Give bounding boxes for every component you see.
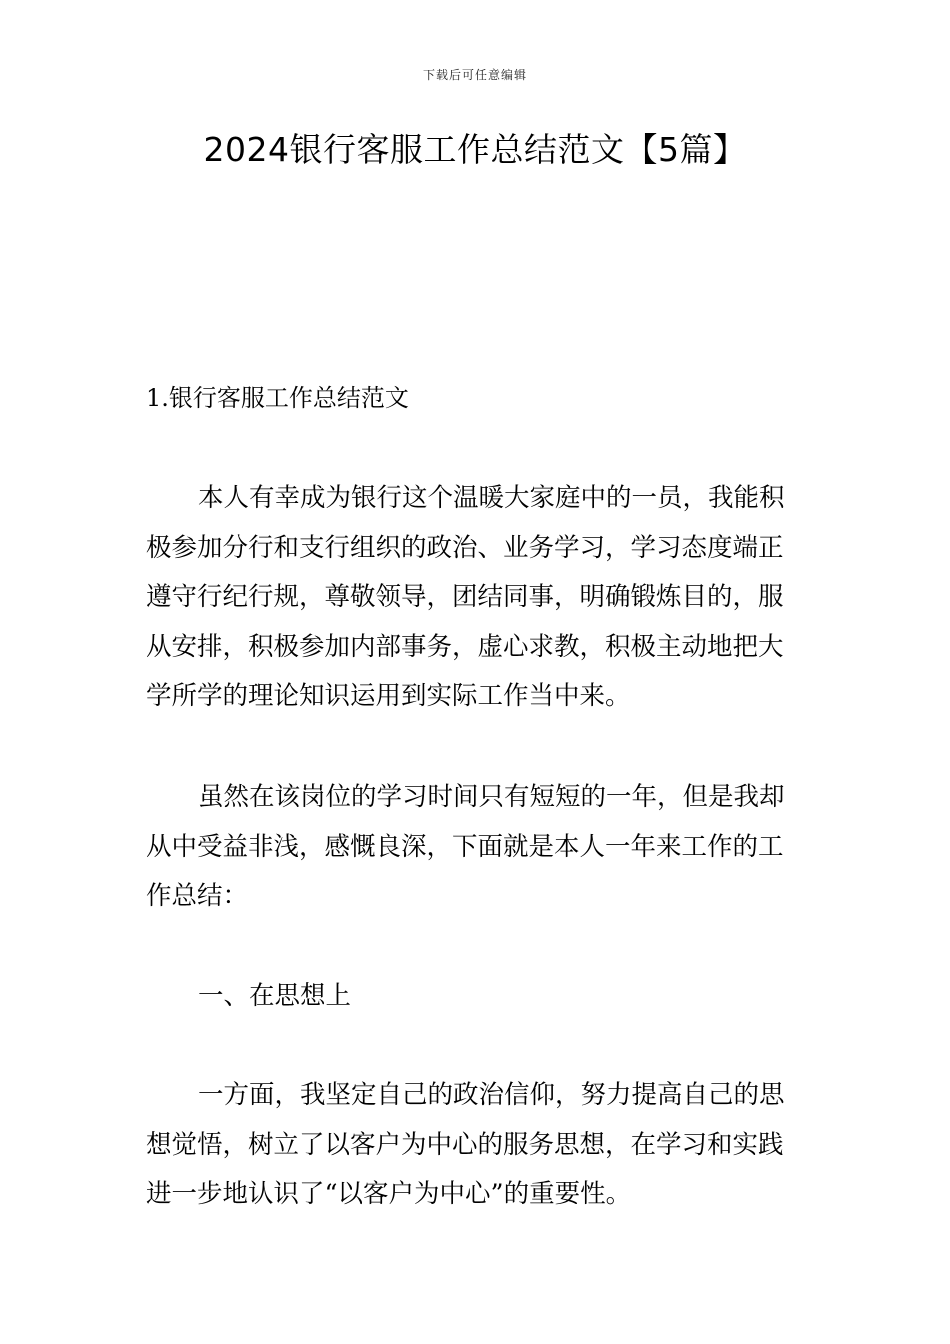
paragraph-intro: 本人有幸成为银行这个温暖大家庭中的一员，我能积极参加分行和支行组织的政治、业务学习，学习态度端正遵守行纪行规，尊敬领导，团结同事，明确锻炼目的，服从安排，积极参加内部事务，虚心求教，积极主动地把大学所学的理论知识运用到实际工作当中来。 — [146, 483, 785, 711]
section-heading: 1.银行客服工作总结范文 — [146, 384, 409, 412]
subheading-ideology: 一、在思想上 — [198, 981, 352, 1011]
paragraph-summary-lead: 虽然在该岗位的学习时间只有短短的一年，但是我却从中受益非浅，感慨良深，下面就是本人一年来工作的工作总结： — [146, 782, 785, 911]
paragraph-ideology: 一方面，我坚定自己的政治信仰，努力提高自己的思想觉悟，树立了以客户为中心的服务思想，在学习和实践进一步地认识了“以客户为中心”的重要性。 — [146, 1080, 785, 1209]
header-note: 下载后可任意编辑 — [422, 68, 527, 82]
document-title: 2024银行客服工作总结范文【5篇】 — [203, 130, 747, 169]
